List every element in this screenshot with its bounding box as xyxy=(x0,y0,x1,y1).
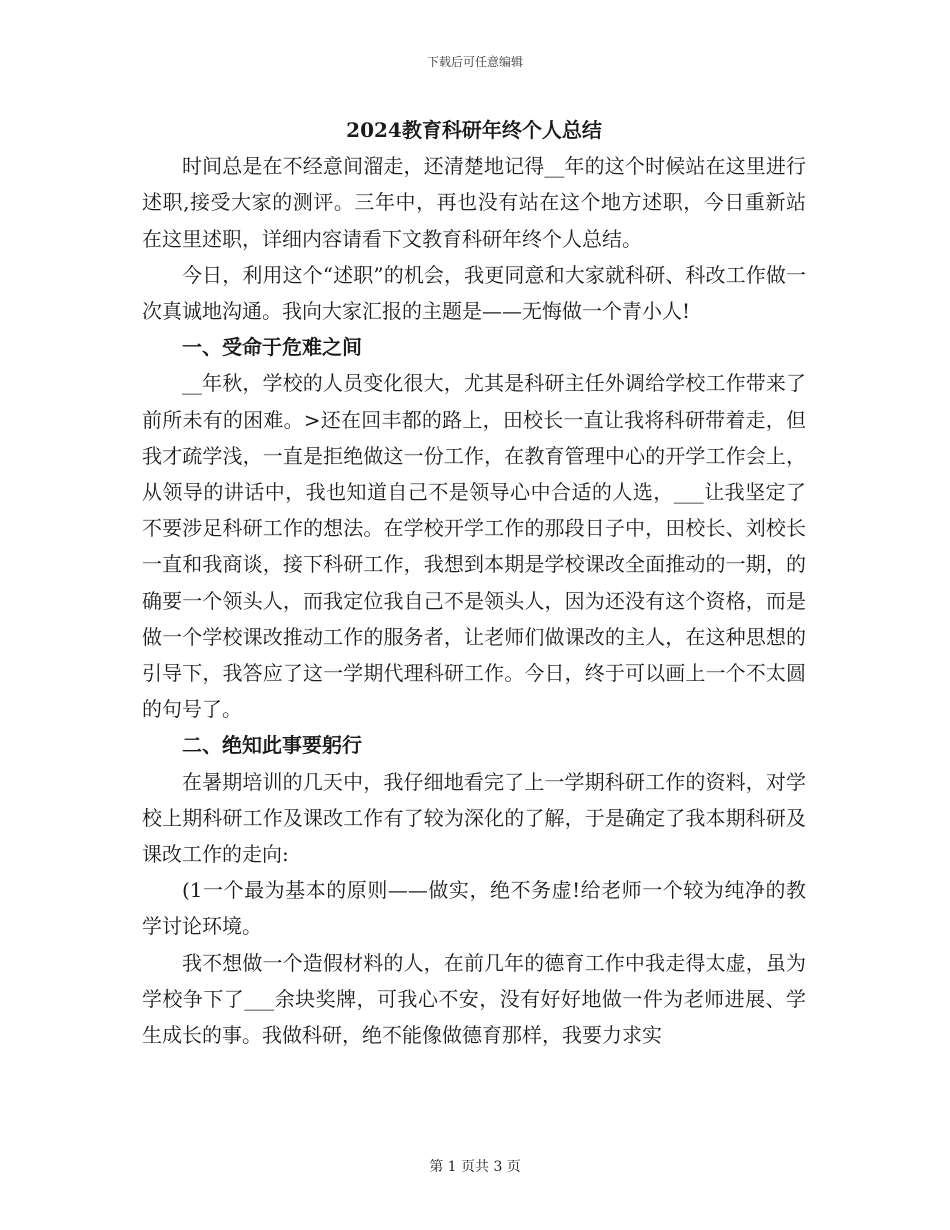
page-number-footer: 第 1 页共 3 页 xyxy=(429,1159,521,1175)
paragraph-reflection: 我不想做一个造假材料的人，在前几年的德育工作中我走得太虚，虽为学校争下了___余块奖牌，可我心不安，没有好好地做一件为老师进展、学生成长的事。我做科研，绝不能像做德育那样，我要力求实 xyxy=(142,950,806,1048)
document-body xyxy=(142,112,806,1053)
paragraph-section-2: 在暑期培训的几天中，我仔细地看完了上一学期科研工作的资料，对学校上期科研工作及课改工作有了较为深化的了解，于是确定了我本期科研及课改工作的走向: xyxy=(142,769,806,867)
section-heading-2: 二、绝知此事要躬行 xyxy=(182,733,362,758)
section-heading-1: 一、受命于危难之间 xyxy=(182,335,362,360)
page-header-note: 下载后可任意编辑 xyxy=(426,55,523,69)
paragraph-section-1: __年秋，学校的人员变化很大，尤其是科研主任外调给学校工作带来了前所未有的困难。>还在回丰都的路上，田校长一直让我将科研带着走，但我才疏学浅，一直是拒绝做这一份工作，在教育管理中心的开学工作会上，从领导的讲话中，我也知道自己不是领导心中合适的人选，___让我坚定了不要涉足科研工作的想法。在学校开学工作的那段日子中，田校长、刘校长一直和我商谈，接下科研工作，我想到本期是学校课改全面推动的一期，的确要一个领头人，而我定位我自己不是领头人，因为还没有这个资格，而是做一个学校课改推动工作的服务者，让老师们做课改的主人，在这种思想的引导下，我答应了这一学期代理科研工作。今日，终于可以画上一个不太圆的句号了。 xyxy=(142,371,806,722)
paragraph-intro: 时间总是在不经意间溜走，还清楚地记得__年的这个时候站在这里进行述职,接受大家的测评。三年中，再也没有站在这个地方述职，今日重新站在这里述职，详细内容请看下文教育科研年终个人总结。 xyxy=(142,154,806,251)
document-title: 2024教育科研年终个人总结 xyxy=(346,118,602,142)
paragraph-theme: 今日，利用这个“述职”的机会，我更同意和大家就科研、科改工作做一次真诚地沟通。我向大家汇报的主题是——无悔做一个青小人! xyxy=(142,262,806,324)
paragraph-principle: (1一个最为基本的原则——做实，绝不务虚!给老师一个较为纯净的教学讨论环境。 xyxy=(142,878,806,939)
